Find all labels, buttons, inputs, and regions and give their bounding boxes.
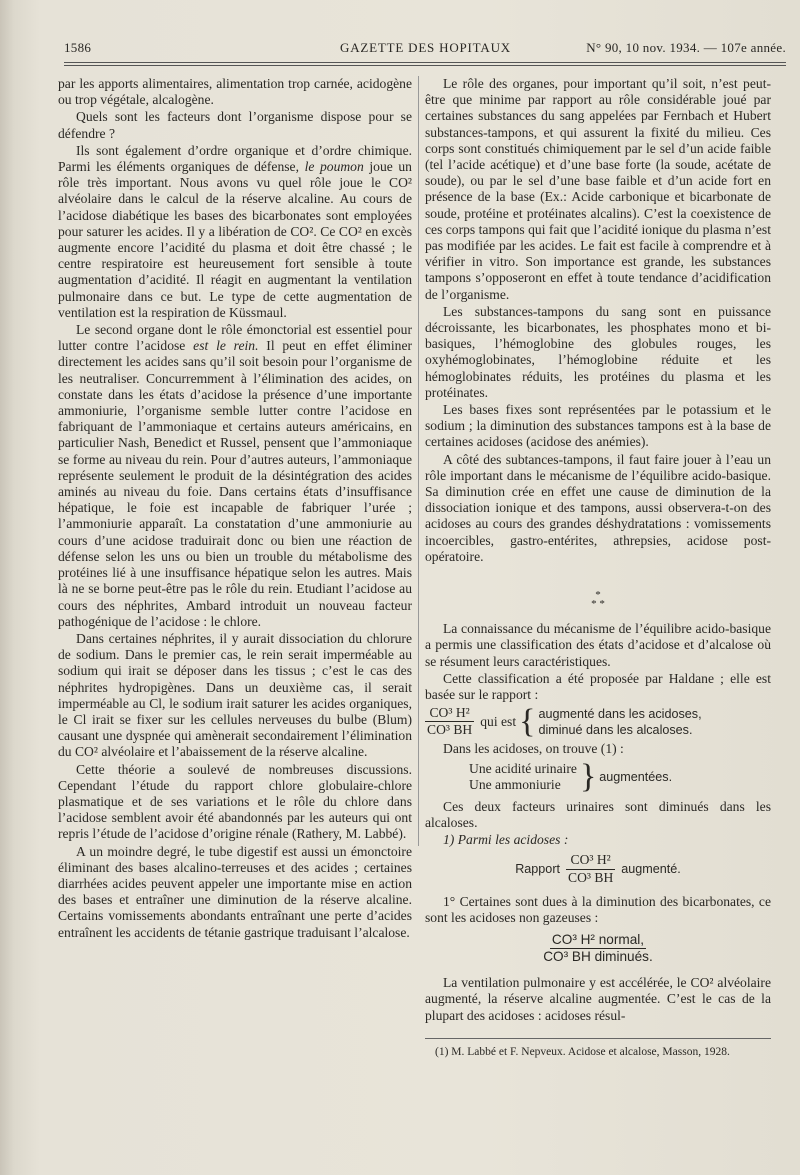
- paragraph: Les bases fixes sont représentées par le potassium et le sodium ; la diminution des substances tampons est à la base de certaines acidoses (acidose des anémies).: [425, 402, 771, 450]
- brace-symbol: }: [579, 757, 597, 795]
- page-number: 1586: [64, 40, 92, 55]
- paragraph: La connaissance du mécanisme de l’équilibre acido-basique a permis une classification des états d’acidose et d’alcalose où se résument leurs caractéristiques.: [425, 621, 771, 669]
- footnote-rule: [425, 1038, 771, 1039]
- right-column: [425, 76, 771, 1059]
- column-divider: [418, 76, 419, 846]
- acidosis-ratio-formula: Rapport $\frac{\text{CO³ H²}}{\text{CO³ BH}}$ augmenté.: [515, 852, 681, 885]
- paragraph: par les apports alimentaires, alimentation trop carnée, acidogène ou trop végétale, alcalogène.: [58, 76, 412, 108]
- paragraph: 1° Certaines sont dues à la diminution des bicarbonates, ce sont les acidoses non gazeuses :: [425, 893, 771, 925]
- ratio-variations: augmenté dans les acidoses, diminué dans les alcaloses.: [538, 706, 702, 737]
- paragraph: Dans certaines néphrites, il y aurait dissociation du chlorure de sodium. Dans le premier cas, le rein serait imperméable au sodium qui irait se déposer dans les tissus ; c’est le cas des néphrites hydropigènes. Dans un deuxième cas, il serait imperméable au Cl, le sodium irait saturer les acides organiques, le Cl irait se fixer sur les cellules nerveuses du bulbe (Blum) causant une dyspnée qui amènerait secondairement l’élimination du CO² alvéolaire et l’abaissement de la réserve alcaline.: [58, 630, 412, 760]
- emphasis: le poumon: [304, 159, 364, 175]
- ratio-fraction: $\frac{\text{CO³ H²}}{\text{CO³ BH}}$: [568, 852, 614, 885]
- paragraph: Ces deux facteurs urinaires sont diminués dans les alcaloses.: [425, 798, 771, 830]
- paragraph: A un moindre degré, le tube digestif est aussi un émonctoire éliminant des bases alcalino-terreuses et des acides ; certaines diarrhées acides peuvent appeler une importante mise en action des bases et entraîner une diminution de la réserve alcaline. Certains vomissements abondants entraînant une perte d’acides entraînent les accidents de tétanie gastrique traduisant l’alcalose.: [58, 843, 412, 940]
- issue-info: N° 90, 10 nov. 1934. — 107e année.: [586, 40, 786, 55]
- urinary-factors-formula: Une acidité urinaire Une ammoniurie } augmentées.: [469, 757, 673, 795]
- emphasis: est le rein.: [193, 338, 259, 354]
- non-gaseous-acidosis-formula: CO³ H² normal, CO³ BH diminués.: [543, 932, 653, 965]
- journal-title: GAZETTE DES HOPITAUX: [340, 40, 511, 55]
- paragraph: Ils sont également d’ordre organique et d’ordre chimique. Parmi les éléments organiques de défense, le poumon joue un rôle très important. Nous avons vu quel rôle joue le CO² alvéolaire dans le calcul de la réserve alcaline. Au cours de l’acidose diabétique les bases des bicarbonates sont employées pour saturer les acides. Il y a libération de CO². Ce CO² en excès augmente encore l’acidité du plasma et doit être chassé ; le centre respiratoire est heureusement fort sensible à toute augmentation d’acidité. Il réagit en augmentant la ventilation pulmonaire dans ce but. Le type de cette augmentation de ventilation est la respiration de Küssmaul.: [58, 142, 412, 320]
- paragraph: Cette théorie a soulevé de nombreuses discussions. Cependant l’étude du rapport chlore globulaire-chlore plasmatique et de ses variations et le rôle du chlore dans l’acidose semblent avoir été abandonnés par les auteurs qui ont repris l’étude de l’acidose d’origine rénale (Rathery, M. Labbé).: [58, 761, 412, 842]
- paragraph: A côté des subtances-tampons, il faut faire jouer à l’eau un rôle important dans le mécanisme de l’équilibre acido-basique. Sa diminution crée en effet une cause de diminution de la dissociation ionique et des tampons, aussi observera-t-on des acidoses au cours des grandes déshydratations : vomissements incoercibles, gastro-entérites, athrepsies, acidose post-opératoire.: [425, 451, 771, 564]
- paragraph: Le rôle des organes, pour important qu’il soit, n’est peut-être que minime par rapport au rôle considérable joué par certaines substances du sang appelées par Fernbach et Hubert substances-tampons, et qui assurent la fixité du milieu. Ces corps sont constitués chimiquement par le sel d’un acide faible (tel l’acide acétique) et d’une base forte (la soude, acétate de soude), ou par le sel d’une base faible et d’un acide fort en présence de la base (Ex.: Acide carbonique et bicarbonate de soude, protéine et protéinates alcalins). C’est la coexistence de ces corps tampons qui fait que l’acidité ionique du plasma n’est pas modifiée par les acides. Le fait est facile à comprendre et à vérifier in vitro. Son importance est grande, les substances tampons s’opposeront en effet à toute tendance d’acidification de l’organisme.: [425, 76, 771, 302]
- footnote: (1) M. Labbé et F. Nepveux. Acidose et alcalose, Masson, 1928.: [435, 1045, 730, 1058]
- paragraph: Quels sont les facteurs dont l’organisme dispose pour se défendre ?: [58, 109, 412, 141]
- brace-symbol: {: [519, 702, 536, 740]
- paragraph: Le second organe dont le rôle émonctorial est essentiel pour lutter contre l’acidose est le rein. Il peut en effet éliminer directement les acides sans qu’il soit besoin pour l’organisme de les neutraliser. Concurremment à l’élimination des acides, on constate dans les états d’acidose la présence d’une importante ammoniurie, l’organisme semble lutter contre l’acidose en fabriquant de l’ammoniaque et certains auteurs américains, en particulier Nash, Benedict et Russel, pensent que l’ammoniaque se forme au niveau du rein. Pour d’autres auteurs, l’ammoniaque représente seulement le produit de la désintégration des acides aminés au niveau du foie. Dans certains états d’insuffisance hépatique, le foie est incapable de fabriquer l’urée ; l’ammoniurie apparaît. La constatation d’une ammoniurie au cours d’une acidose traduirait donc ou bien une réaction de défense selon les uns ou bien un trouble du métabolisme des protéines lié à une insuffisance hépatique selon les autres. Mais là ne se borne peut-être pas le rôle du rein. Etudiant l’acidose au cours des néphrites, Ambard introduit un nouveau facteur pathogénique de l’acidose : le chlore.: [58, 322, 413, 629]
- left-column: [58, 76, 412, 941]
- section-asterism: * * *: [591, 589, 605, 611]
- paragraph: Dans les acidoses, on trouve (1) :: [443, 740, 624, 756]
- ratio-fraction: $\frac{\text{CO³ H²}}{\text{CO³ BH}}$: [427, 705, 473, 738]
- header-rule-double: [64, 65, 786, 66]
- paragraph: Les substances-tampons du sang sont en puissance décroissante, les bicarbonates, les phosphates mono et bi-basiques, l’hémoglobine des globules rouges, les oxyhémoglobinates, l’hémoglobine réduite et les hémoglobinates réduits, les protéines du plasma et les protéinates.: [425, 303, 771, 400]
- haldane-ratio-formula: $\frac{\text{CO³ H²}}{\text{CO³ BH}}$ qui est { augmenté dans les acidoses, diminué dans les alcaloses.: [427, 702, 702, 740]
- paragraph: 1) Parmi les acidoses :: [443, 832, 569, 848]
- page-header: [64, 36, 786, 58]
- paragraph: Cette classification a été proposée par Haldane ; elle est basée sur le rapport :: [425, 670, 771, 702]
- header-rule: [64, 62, 786, 63]
- paragraph: La ventilation pulmonaire y est accélérée, le CO² alvéolaire augmenté, la réserve alcaline augmentée. C’est le cas de la plupart des acidoses : acidoses résul-: [425, 975, 771, 1023]
